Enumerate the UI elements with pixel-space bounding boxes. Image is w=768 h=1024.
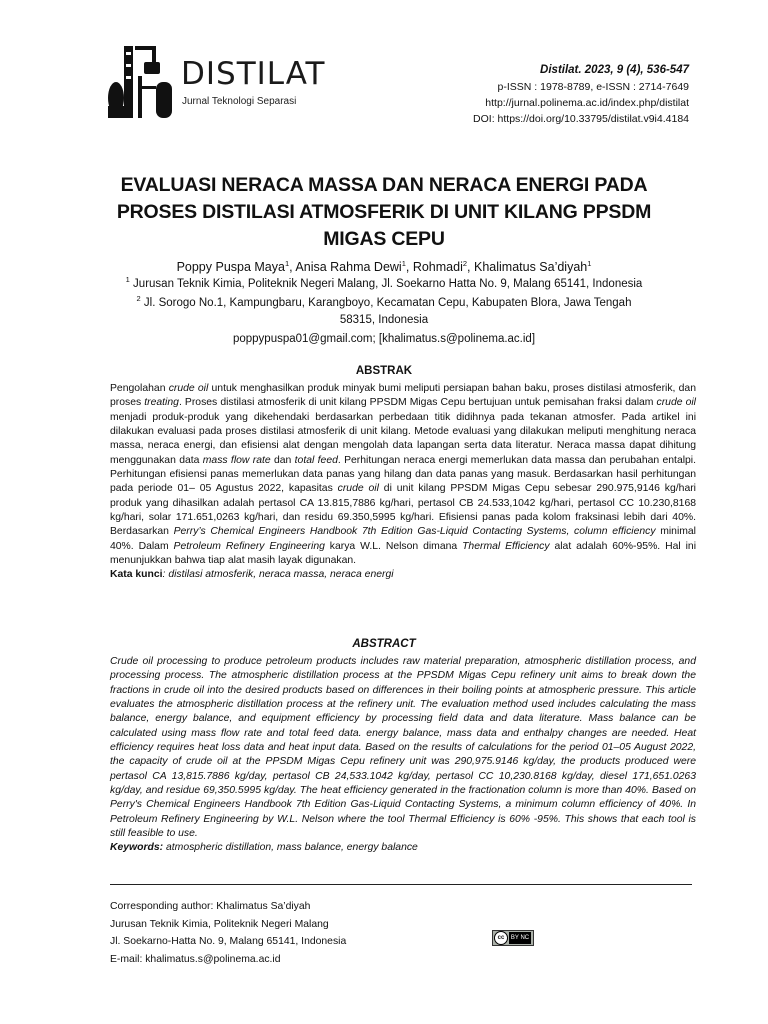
affiliation-text: Jurusan Teknik Kimia, Politeknik Negeri Malang, Jl. Soekarno Hatta No. 9, Malang 65141, Indonesia bbox=[133, 278, 643, 290]
logo-subtitle: Jurnal Teknologi Separasi bbox=[182, 96, 297, 107]
affiliation-2 bbox=[100, 295, 668, 329]
author-list: Poppy Puspa Maya$^1$, Anisa Rahma Dewi$^1$, Rohmadi$^2$, Khalimatus Sa’diyah$^1$ bbox=[176, 258, 592, 274]
affiliation-text: Jl. Sorogo No.1, Kampungbaru, Karangboyo, Kecamatan Cepu, Kabupaten Blora, Jawa Tengah bbox=[143, 297, 632, 309]
author-affil-mark: 1 bbox=[401, 258, 406, 268]
abstract-heading: ABSTRACT bbox=[352, 638, 416, 650]
abstrak-heading: ABSTRAK bbox=[355, 365, 413, 377]
journal-url-link[interactable]: http://jurnal.polinema.ac.id/index.php/distilat bbox=[485, 97, 689, 109]
cc-license-icon[interactable] bbox=[492, 930, 534, 946]
cc-circle-icon: cc bbox=[494, 931, 508, 945]
issn: p-ISSN : 1978-8789, e-ISSN : 2714-7649 bbox=[497, 81, 689, 93]
author-name: Khalimatus Sa’diyah bbox=[473, 260, 588, 274]
title-line: EVALUASI NERACA MASSA DAN NERACA ENERGI PADA bbox=[120, 174, 648, 196]
affiliation-1 bbox=[100, 276, 668, 293]
abstrak-body: Pengolahan crude oil untuk menghasilkan produk minyak bumi meliputi persiapan bahan baku, proses distilasi atmosferik, dan proses treating. Proses distilasi atmosferik di unit kilang PPSDM Migas Cepu bertujuan untuk pemisahan fraksi dalam crude oil menjadi produk-produk yang dikehendaki berdasarkan perbedaan titik didihnya pada tekanan atmosfer. Pada artikel ini dilakukan evaluasi pada proses distilasi atmosferik di unit kilang. Metode evaluasi yang dilakukan meliputi menghitung neraca massa, neraca energi, dan efisiensi alat dengan mengolah data lapangan serta data literatur. Neraca massa dapat dihitung menggunakan data mass flow rate dan total feed. Perhitungan neraca energi memerlukan data massa dan perubahan entalpi. Perhitungan efisiensi panas memerlukan data panas yang hilang dan data panas yang masuk. Berdasarkan hasil perhitungan pada periode 01– 05 Agustus 2022, kapasitas crude oil di unit kilang PPSDM Migas Cepu sebesar 290.975,9146 kg/hari produk yang dihasilkan adalah pertasol CA 13.815,7886 kg/hari, pertasol CB 24.533,1042 kg/hari, pertasol CC 10.230,8168 kg/hari, solar 171.651,0263 kg/hari, dan residu 69.350,5995 kg/hari. Efisiensi panas pada kolom fraksinasi lebih dari 40%. Berdasarkan Perry’s Chemical Engineers Handbook 7th Edition Gas-Liquid Contacting Systems, column efficiency minimal 40%. Dalam Petroleum Refinery Engineering karya W.L. Nelson dimana Thermal Efficiency alat adalah 60%-95%. Hal ini menunjukkan bahwa tiap alat masih layak digunakan. Kata kunci: distilasi atmosferik, neraca massa, neraca energi bbox=[110, 382, 696, 583]
citation: Distilat. 2023, 9 (4), 536-547 bbox=[540, 64, 689, 76]
affiliation-text: 58315, Indonesia bbox=[339, 314, 429, 326]
title-line: MIGAS CEPU bbox=[323, 228, 445, 250]
cc-by-nc-label: BY NC bbox=[509, 932, 531, 944]
journal-logo bbox=[108, 42, 326, 122]
author-name: Rohmadi bbox=[412, 260, 463, 274]
title-line: PROSES DISTILASI ATMOSFERIK DI UNIT KILANG PPSDM bbox=[116, 201, 652, 223]
journal-meta bbox=[473, 62, 689, 127]
abstract-body: Crude oil processing to produce petroleum products includes raw material preparation, atmospheric distillation process, and processing process. The atmospheric distillation process at the PPSDM Migas Cepu refinery unit aims to break down the fractions in crude oil into the desired products based on differences in their boiling points at atmospheric pressure. This article evaluates the atmospheric distillation process at the refinery unit. The evaluation method used includes calculating the mass balance, energy balance, and equipment efficiency by processing field data and data literature. Mass balance can be calculated using mass flow rate and total feed data. energy balance, mass data and enthalpy changes are needed. Heat efficiency requires heat loss data and heat input data. Based on the results of calculations for the period 01–05 August 2022, the capacity of crude oil at the PPSDM Migas Cepu refinery unit was 290,975.9146 kg/day, the products produced were pertasol CA 13,815.7886 kg/day, pertasol CB 24,533.1042 kg/day, pertasol CC 10,230.8168 kg/day, diesel 171,651.0263 kg/day, and residue 69,350.5995 kg/day. The heat efficiency generated in the fractionation column is more than 40%. Based on Perry's Chemical Engineers Handbook 7th Edition Gas-Liquid Contacting Systems, a minimum column efficiency of 40%. In Petroleum Refinery Engineering by W.L. Nelson where the tool Thermal Efficiency is 60% -95%. This shows that each tool is still feasible to use. Keywords: atmospheric distillation, mass balance, energy balance bbox=[110, 655, 696, 856]
distillation-column-icon bbox=[108, 42, 180, 120]
affil-mark: 2 bbox=[136, 294, 141, 304]
corresponding-author: Corresponding author: Khalimatus Sa’diyah Jurusan Teknik Kimia, Politeknik Negeri Malang Jl. Soekarno-Hatta No. 9, Malang 65141, Indonesia E-mail: khalimatus.s@polinema.ac.id bbox=[110, 898, 346, 968]
author-affil-mark: 1 bbox=[587, 258, 592, 268]
author-emails: poppypuspa01@gmail.com; [khalimatus.s@polinema.ac.id] bbox=[232, 333, 536, 345]
corresponding-email-link[interactable]: E-mail: khalimatus.s@polinema.ac.id bbox=[110, 953, 281, 965]
abstrak-keywords: Kata kunci: distilasi atmosferik, neraca massa, neraca energi bbox=[110, 569, 394, 581]
author-name: Anisa Rahma Dewi bbox=[295, 260, 402, 274]
footer-divider bbox=[110, 884, 692, 885]
logo-title: DISTILAT bbox=[181, 56, 326, 92]
abstract-keywords: Keywords: atmospheric distillation, mass balance, energy balance bbox=[110, 842, 418, 854]
paper-title bbox=[110, 172, 658, 253]
author-affil-mark: 1 bbox=[284, 258, 290, 268]
author-name: Poppy Puspa Maya bbox=[176, 260, 285, 274]
doi-link[interactable]: DOI: https://doi.org/10.33795/distilat.v9i4.4184 bbox=[473, 113, 689, 125]
affil-mark: 1 bbox=[125, 275, 130, 285]
author-affil-mark: 2 bbox=[462, 258, 468, 268]
